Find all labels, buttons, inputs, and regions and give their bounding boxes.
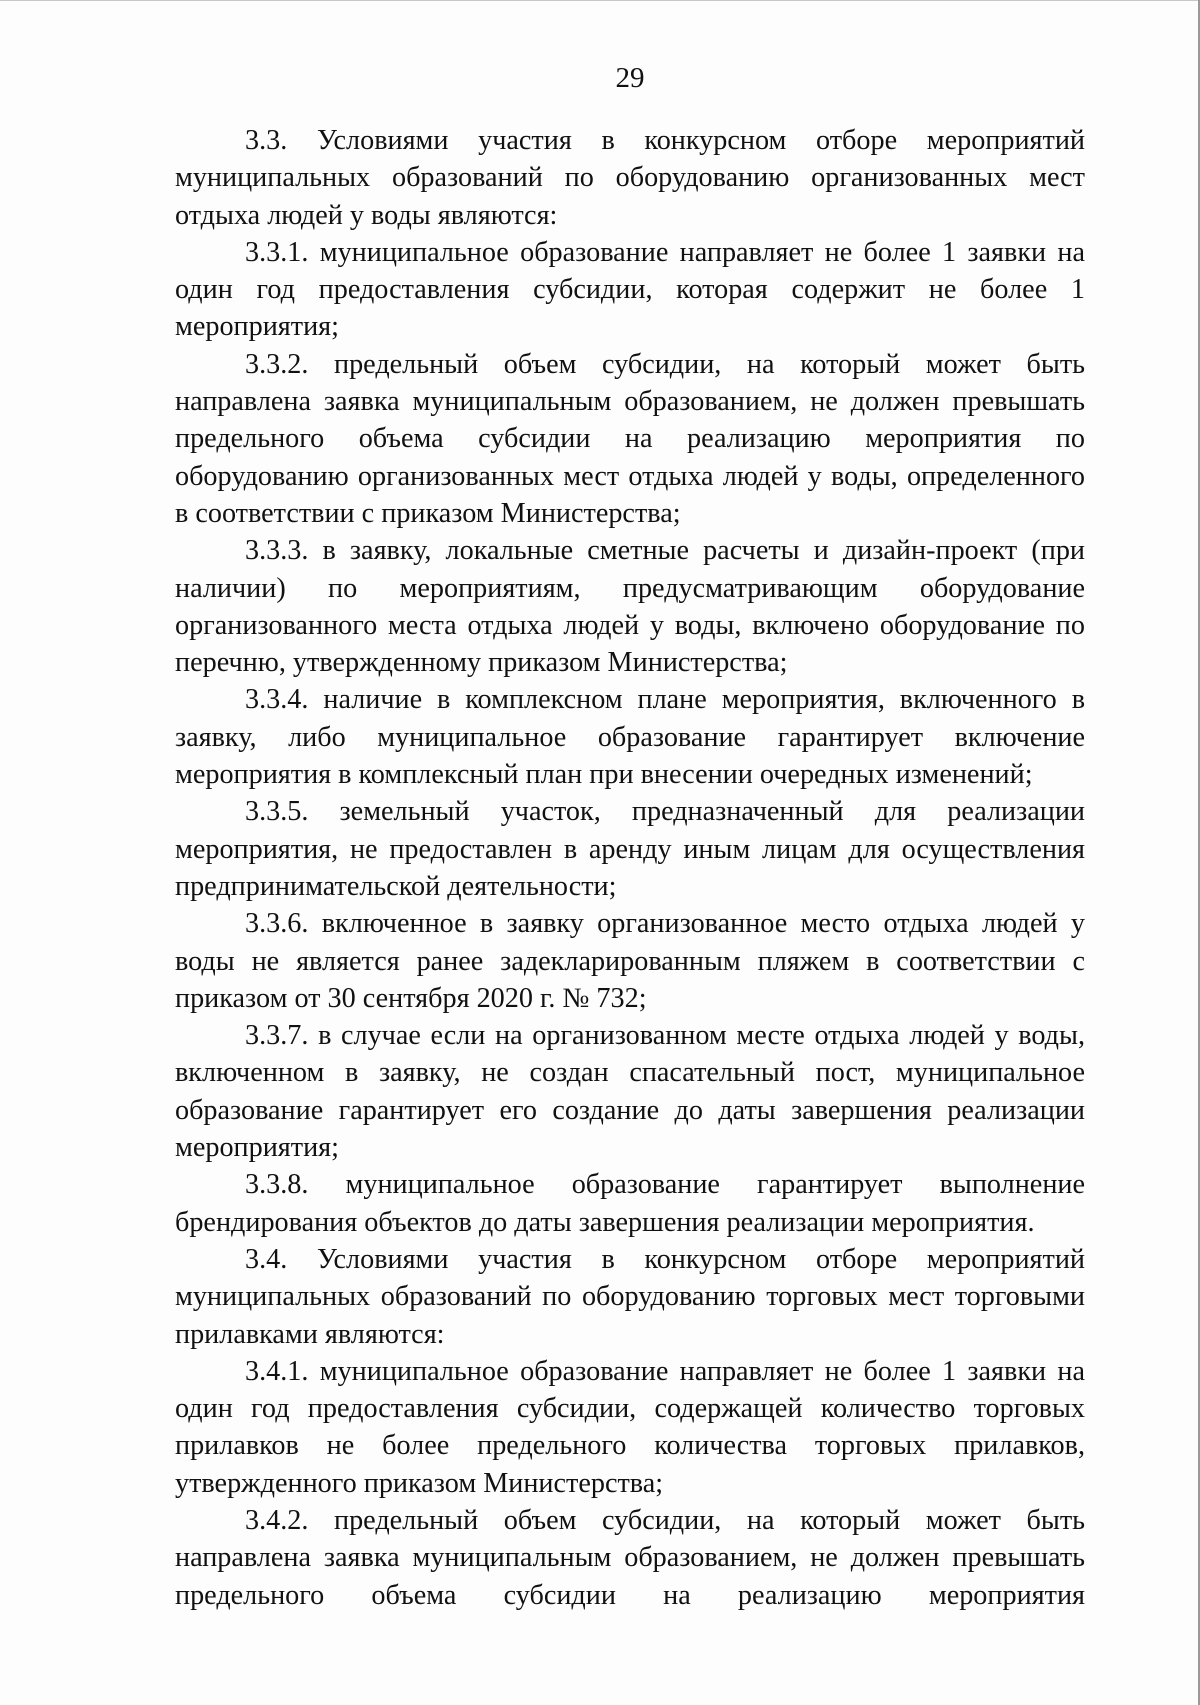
paragraph-number: 3.4.1. bbox=[245, 1355, 309, 1387]
paragraph-3-3-4 bbox=[175, 681, 1085, 793]
paragraph-3-3-5 bbox=[175, 793, 1085, 905]
paragraph-text: предельный объем субсидии, на который может быть направлена заявка муниципальным образованием, не должен превышать предельного объема субсидии на реализацию мероприятия по оборудованию организованных мест отдыха людей у воды, определенного в соответствии с приказом Министерства; bbox=[175, 348, 1085, 529]
paragraph-number: 3.4.2. bbox=[245, 1504, 309, 1536]
paragraph-text: муниципальное образование направляет не более 1 заявки на один год предоставления субсидии, содержащей количество торговых прилавков не более предельного количества торговых прилавков, утвержденного приказом Министерства; bbox=[175, 1355, 1086, 1499]
paragraph-text: Условиями участия в конкурсном отборе мероприятий муниципальных образований по оборудованию торговых мест торговыми прилавками являются: bbox=[175, 1243, 1085, 1350]
paragraph-text: наличие в комплексном плане мероприятия, включенного в заявку, либо муниципальное образование гарантирует включение мероприятия в комплексный план при внесении очередных изменений; bbox=[175, 684, 1085, 791]
paragraph-number: 3.3.4. bbox=[245, 684, 309, 716]
paragraph-text: земельный участок, предназначенный для реализации мероприятия, не предоставлен в аренду иным лицам для осуществления предпринимательской деятельности; bbox=[175, 796, 1085, 902]
paragraph-number: 3.3.7. bbox=[245, 1020, 309, 1052]
paragraph-3-4-2 bbox=[175, 1502, 1085, 1614]
paragraph-number: 3.3.3. bbox=[245, 535, 309, 567]
page-number: 29 bbox=[615, 62, 645, 94]
paragraph-3-4 bbox=[175, 1241, 1085, 1353]
paragraph-3-3-1 bbox=[175, 234, 1085, 346]
scan-edge-top bbox=[0, 0, 1200, 1]
paragraph-number: 3.3.8. bbox=[245, 1169, 309, 1201]
paragraph-3-3-2 bbox=[175, 346, 1085, 532]
paragraph-number: 3.3. bbox=[245, 125, 288, 156]
paragraph-3-3-8 bbox=[175, 1166, 1085, 1241]
paragraph-text: Условиями участия в конкурсном отборе мероприятий муниципальных образований по оборудованию организованных мест отдыха людей у воды являются: bbox=[175, 125, 1085, 231]
paragraph-3-3-7 bbox=[175, 1017, 1085, 1166]
paragraph-number: 3.3.5. bbox=[245, 796, 309, 828]
paragraph-3-3-6 bbox=[175, 905, 1085, 1017]
paragraph-number: 3.3.6. bbox=[245, 908, 309, 940]
paragraph-text: в случае если на организованном месте отдыха людей у воды, включенном в заявку, не создан спасательный пост, муниципальное образование гарантирует его создание до даты завершения реализации мероприятия; bbox=[175, 1020, 1085, 1164]
paragraph-3-3-3 bbox=[175, 532, 1085, 681]
paragraph-text: предельный объем субсидии, на который может быть направлена заявка муниципальным образованием, не должен превышать предельного объема субсидии на реализацию мероприятия bbox=[175, 1504, 1085, 1611]
paragraph-text: муниципальное образование направляет не более 1 заявки на один год предоставления субсидии, которая содержит не более 1 мероприятия; bbox=[175, 236, 1086, 343]
paragraph-text: муниципальное образование гарантирует выполнение брендирования объектов до даты завершения реализации мероприятия. bbox=[175, 1169, 1085, 1238]
paragraph-3-4-1 bbox=[175, 1353, 1085, 1502]
paragraph-text: в заявку, локальные сметные расчеты и дизайн-проект (при наличии) по мероприятиям, предусматривающим оборудование организованного места отдыха людей у воды, включено оборудование по перечню, утвержденному приказом Министерства; bbox=[175, 535, 1085, 679]
paragraph-number: 3.3.1. bbox=[245, 236, 309, 268]
document-body bbox=[175, 122, 1085, 1614]
paragraph-number: 3.3.2. bbox=[245, 348, 309, 380]
paragraph-3-3 bbox=[175, 122, 1085, 234]
paragraph-text: включенное в заявку организованное место отдыха людей у воды не является ранее задекларированным пляжем в соответствии с приказом от 30 сентября 2020 г. № 732; bbox=[175, 908, 1086, 1014]
paragraph-number: 3.4. bbox=[245, 1243, 288, 1275]
